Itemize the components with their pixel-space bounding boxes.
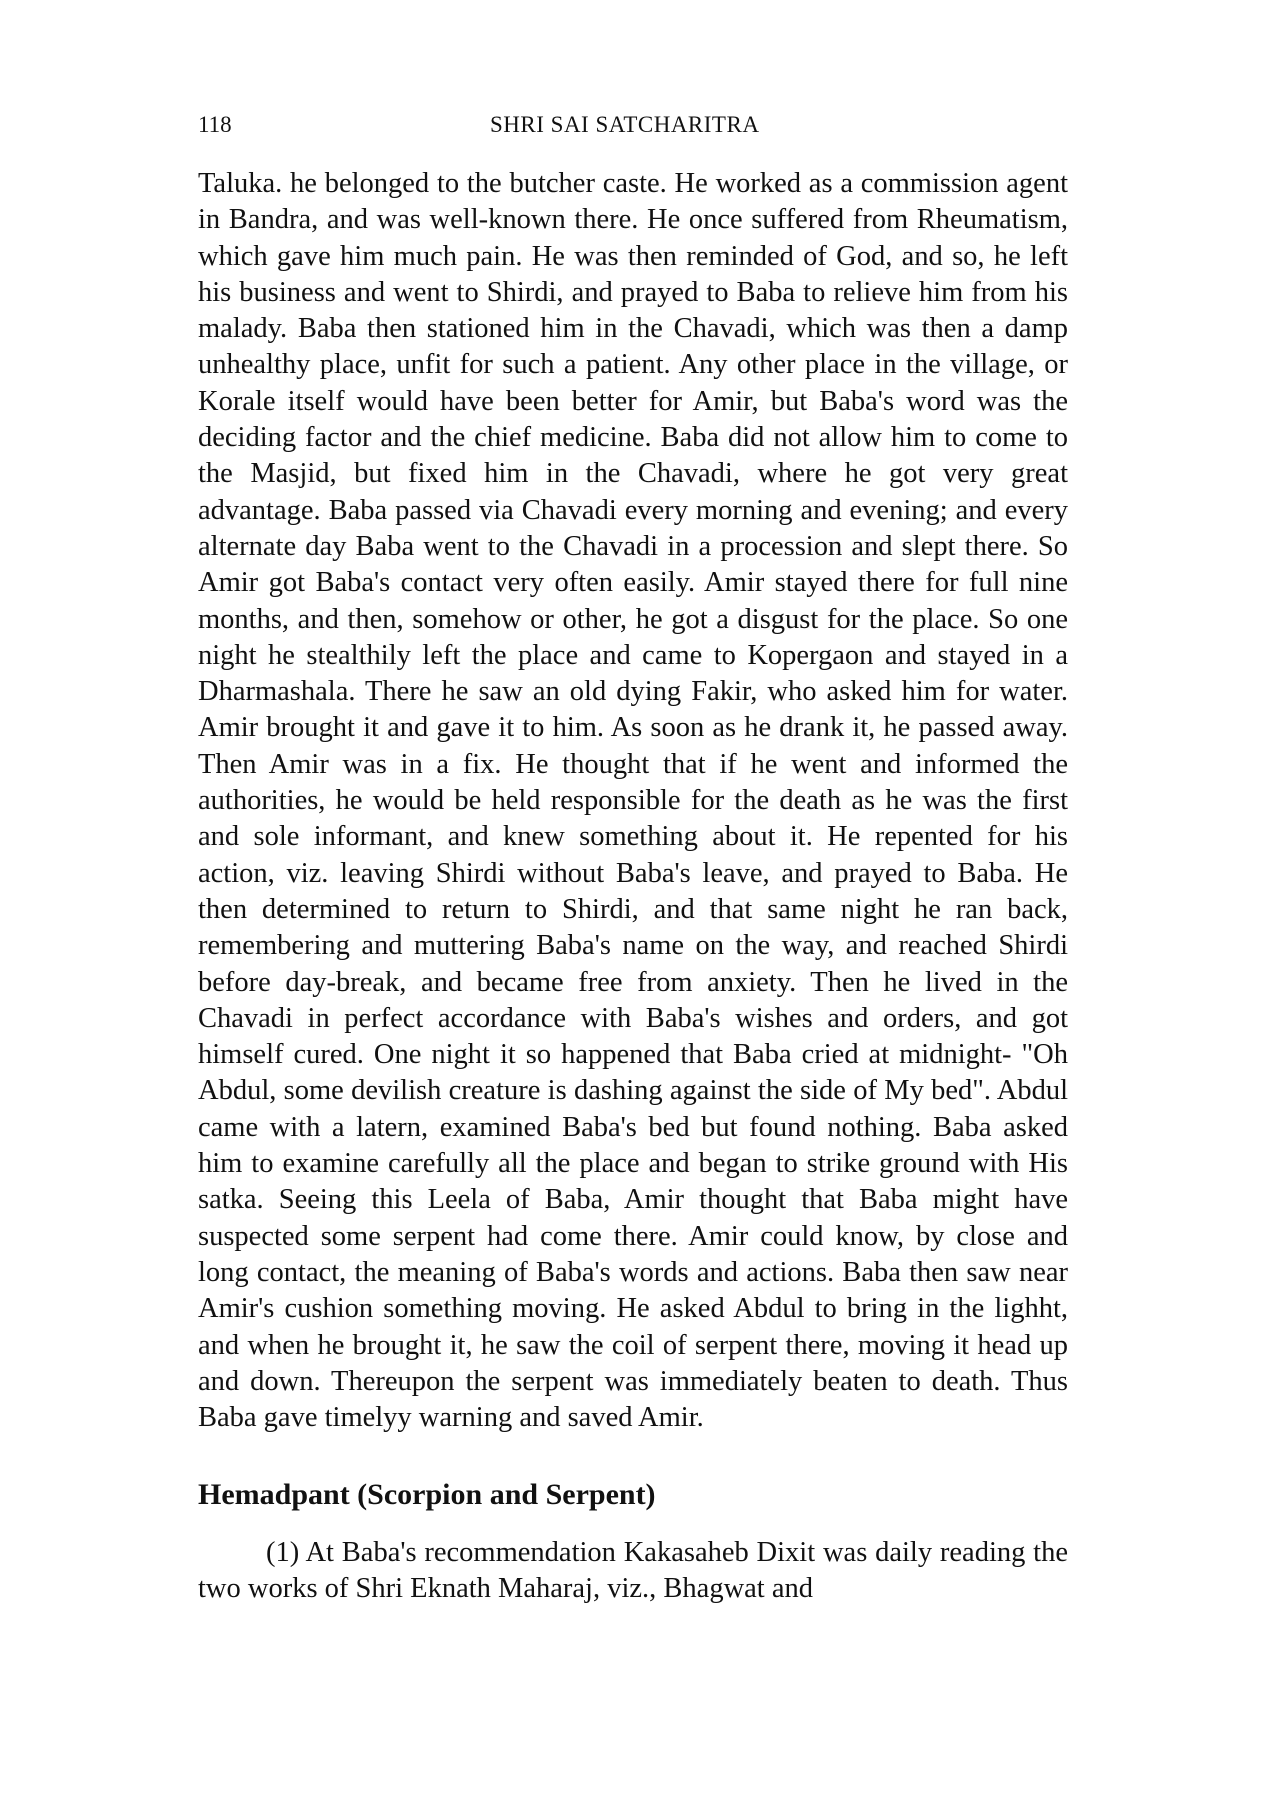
body-paragraph-hemadpant: (1) At Baba's recommendation Kakasaheb Dixit was daily reading the two works of Shri Eknath Maharaj, viz., Bhagwat and: [198, 1537, 1068, 1605]
section-heading: Hemadpant (Scorpion and Serpent): [198, 1478, 656, 1511]
page-number: 118: [198, 112, 232, 137]
body-paragraph-amir-story: Taluka. he belonged to the butcher caste. He worked as a commission agent in Bandra, and was well-known there. He once suffered from Rheumatism, which gave him much pain. He was then reminded of God, and so, he left his business and went to Shirdi, and prayed to Baba to relieve him from his malady. Baba then stationed him in the Chavadi, which was then a damp unhealthy place, unfit for such a patient. Any other place in the village, or Korale itself would have been better for Amir, but Baba's word was the deciding factor and the chief medicine. Baba did not allow him to come to the Masjid, but fixed him in the Chavadi, where he got very great advantage. Baba passed via Chavadi every morning and evening; and every alternate day Baba went to the Chavadi in a procession and slept there. So Amir got Baba's contact very often easily. Amir stayed there for full nine months, and then, somehow or other, he got a disgust for the place. So one night he stealthily left the place and came to Kopergaon and stayed in a Dharmashala. There he saw an old dying Fakir, who asked him for water. Amir brought it and gave it to him. As soon as he drank it, he passed away. Then Amir was in a fix. He thought that if he went and informed the authorities, he would be held responsible for the death as he was the first and sole informant, and knew something about it. He repented for his action, viz. leaving Shirdi without Baba's leave, and prayed to Baba. He then determined to return to Shirdi, and that same night he ran back, remembering and muttering Baba's name on the way, and reached Shirdi before day-break, and became free from anxiety. Then he lived in the Chavadi in perfect accordance with Baba's wishes and orders, and got himself cured. One night it so happened that Baba cried at midnight- "Oh Abdul, some devilish creature is dashing against the side of My bed". Abdul came with a latern, examined Baba's bed but found nothing. Baba asked him to examine carefully all the place and began to strike ground with His satka. Seeing this Leela of Baba, Amir thought that Baba might have suspected some serpent had come there. Amir could know, by close and long contact, the meaning of Baba's words and actions. Baba then saw near Amir's cushion something moving. He asked Abdul to bring in the lighht, and when he brought it, he saw the coil of serpent there, moving it head up and down. Thereupon the serpent was immediately beaten to death. Thus Baba gave timelyy warning and saved Amir.: [198, 168, 1068, 1434]
running-title: SHRI SAI SATCHARITRA: [490, 112, 760, 137]
